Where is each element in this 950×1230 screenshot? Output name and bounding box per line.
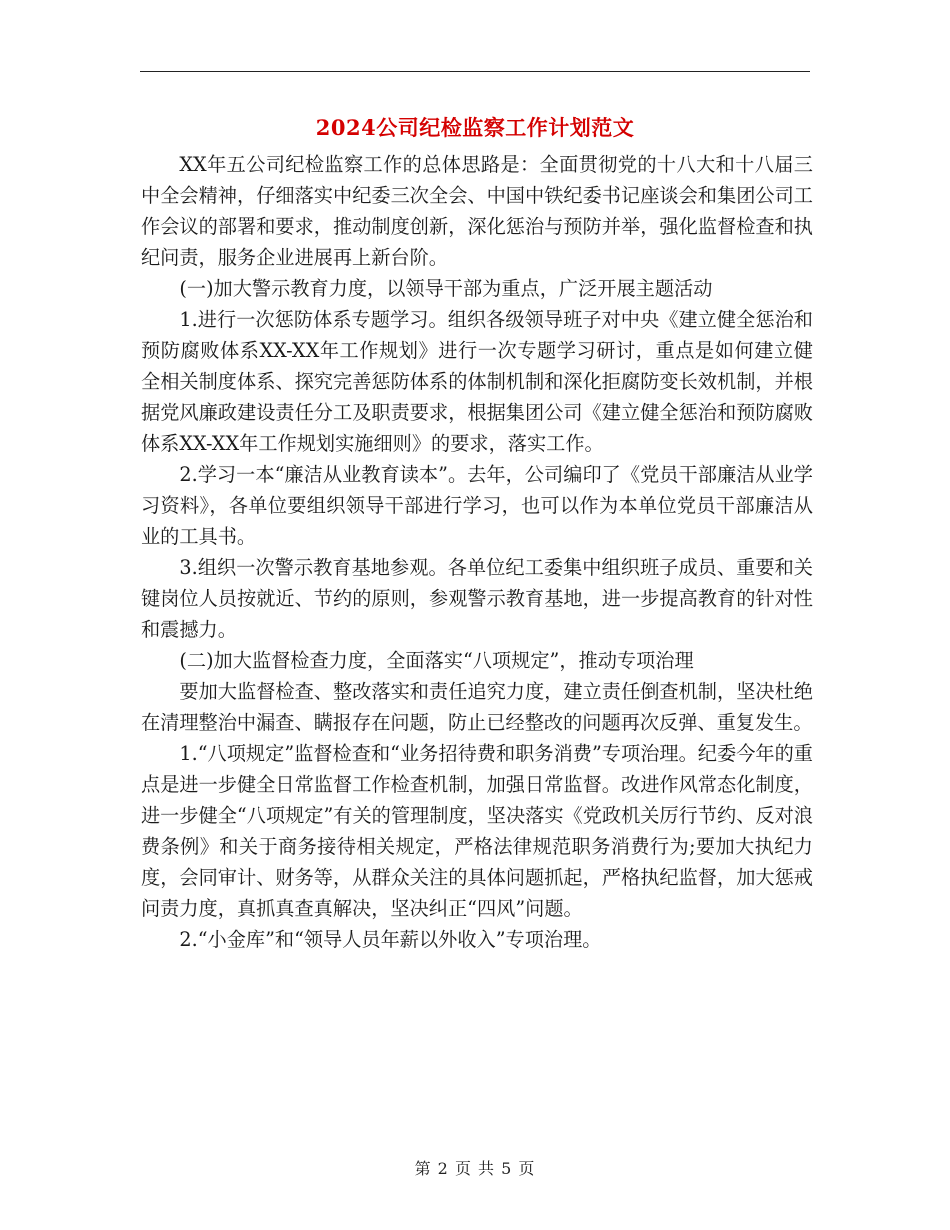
paragraph-intro: XX年五公司纪检监察工作的总体思路是：全面贯彻党的十八大和十八届三中全会精神，仔细落实中纪委三次全会、中国中铁纪委书记座谈会和集团公司工作会议的部署和要求，推动制度创新，深化惩治与预防并举，强化监督检查和执纪问责，服务企业进展再上新台阶。 — [141, 153, 813, 269]
paragraph-item-2-2: 2.“小金库”和“领导人员年薪以外收入”专项治理。 — [179, 928, 602, 951]
paragraph-item-1-3: 3.组织一次警示教育基地参观。各单位纪工委集中组织班子成员、重要和关键岗位人员按就近、节约的原则，参观警示教育基地，进一步提高教育的针对性和震撼力。 — [141, 556, 813, 641]
section-heading-2: (二)加大监督检查力度，全面落实“八项规定”，推动专项治理 — [179, 649, 694, 672]
paragraph-item-1-1: 1.进行一次惩防体系专题学习。组织各级领导班子对中央《建立健全惩治和预防腐败体系XX-XX年工作规划》进行一次专题学习研讨，重点是如何建立健全相关制度体系、探究完善惩防体系的体制机制和深化拒腐防变长效机制，并根据党风廉政建设责任分工及职责要求，根据集团公司《建立健全惩治和预防腐败体系XX-XX年工作规划实施细则》的要求，落实工作。 — [141, 308, 813, 455]
section-heading-1: (一)加大警示教育力度，以领导干部为重点，广泛开展主题活动 — [179, 277, 713, 300]
document-body — [141, 149, 813, 955]
document-title: 2024公司纪检监察工作计划范文 — [315, 115, 635, 140]
paragraph-section-2-intro: 要加大监督检查、整改落实和责任追究力度，建立责任倒查机制，坚决杜绝在清理整治中漏查、瞒报存在问题，防止已经整改的问题再次反弹、重复发生。 — [141, 680, 813, 734]
header-rule — [140, 71, 810, 72]
page-number: 第 2 页 共 5 页 — [414, 1159, 536, 1178]
paragraph-item-1-2: 2.学习一本“廉洁从业教育读本”。去年，公司编印了《党员干部廉洁从业学习资料》，各单位要组织领导干部进行学习，也可以作为本单位党员干部廉洁从业的工具书。 — [141, 463, 813, 548]
paragraph-item-2-1: 1.“八项规定”监督检查和“业务招待费和职务消费”专项治理。纪委今年的重点是进一步健全日常监督工作检查机制，加强日常监督。改进作风常态化制度，进一步健全“八项规定”有关的管理制度，坚决落实《党政机关厉行节约、反对浪费条例》和关于商务接待相关规定，严格法律规范职务消费行为;要加大执纪力度，会同审计、财务等，从群众关注的具体问题抓起，严格执纪监督，加大惩戒问责力度，真抓真查真解决，坚决纠正“四风”问题。 — [141, 742, 813, 920]
